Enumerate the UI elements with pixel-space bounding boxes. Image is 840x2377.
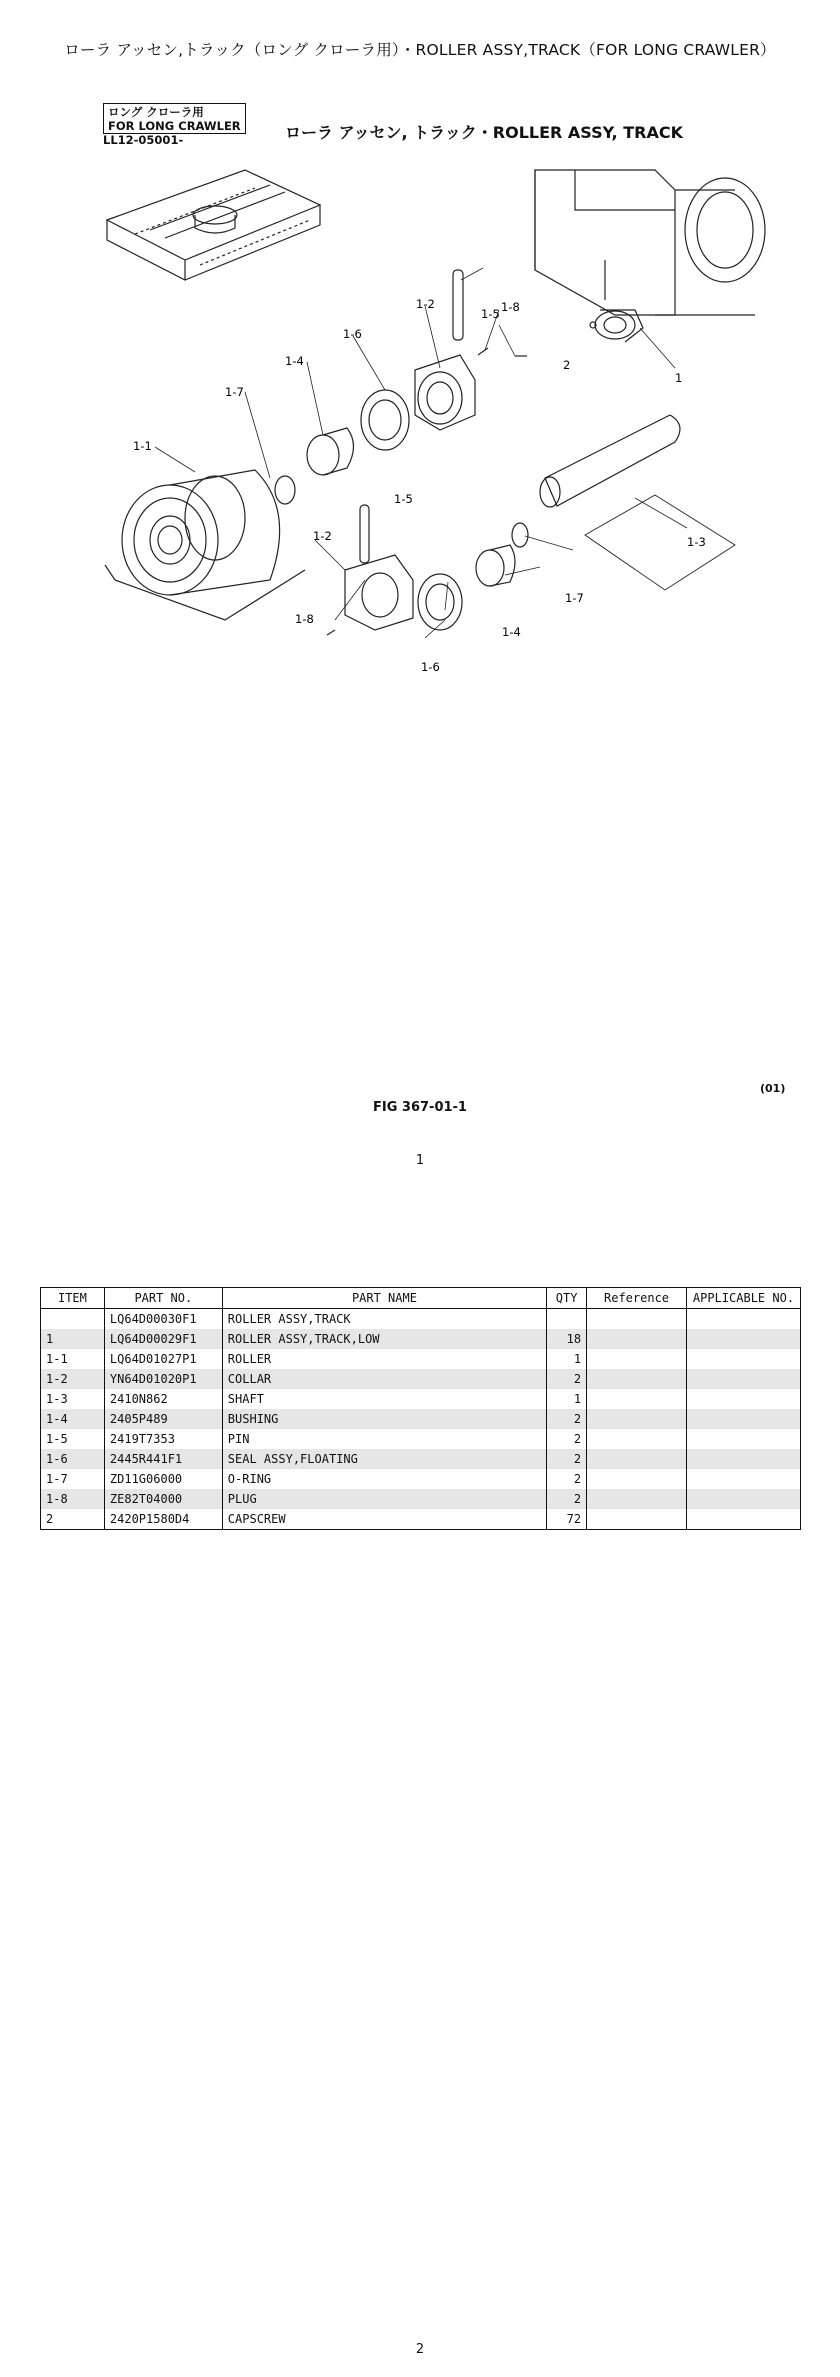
part-name-cell: CAPSCREW [222,1509,546,1530]
reference-cell [587,1389,687,1409]
part-name-cell: ROLLER ASSY,TRACK,LOW [222,1329,546,1349]
tag-line-english: FOR LONG CRAWLER [108,119,241,133]
column-header-part-name: PART NAME [222,1288,546,1309]
applicable-no-cell [686,1509,800,1530]
bushing-illustration [307,428,354,475]
qty-cell: 2 [547,1489,587,1509]
callout-label: 1-7 [565,591,584,605]
applicable-no-cell [686,1389,800,1409]
part-name-cell: ROLLER ASSY,TRACK [222,1309,546,1330]
table-row [41,1509,801,1530]
item-cell: 1-6 [41,1449,105,1469]
table-row [41,1469,801,1489]
qty-cell: 1 [547,1349,587,1369]
part-name-cell: PIN [222,1429,546,1449]
table-row [41,1489,801,1509]
qty-cell: 2 [547,1449,587,1469]
qty-cell: 2 [547,1469,587,1489]
applicable-no-cell [686,1309,800,1330]
applicable-no-cell [686,1449,800,1469]
qty-cell: 1 [547,1389,587,1409]
callout-label: 1-5 [481,307,500,321]
applicable-no-cell [686,1349,800,1369]
reference-cell [587,1429,687,1449]
parts-list-table [40,1287,801,1530]
item-cell: 1-5 [41,1429,105,1449]
table-row [41,1449,801,1469]
reference-cell [587,1489,687,1509]
reference-cell [587,1329,687,1349]
table-header-row [41,1288,801,1309]
part-no-cell: YN64D01020P1 [104,1369,222,1389]
callout-label: 1-6 [421,660,440,674]
column-header-part-no: PART NO. [104,1288,222,1309]
reference-cell [587,1309,687,1330]
table-row [41,1309,801,1330]
reference-cell [587,1469,687,1489]
o-ring-illustration-lower [512,523,528,547]
pin-illustration [453,270,463,340]
floating-seal-illustration-lower [418,574,462,630]
qty-cell: 2 [547,1409,587,1429]
revision-mark: (01) [760,1082,786,1095]
item-cell: 1-2 [41,1369,105,1389]
part-no-cell: 2410N862 [104,1389,222,1409]
column-header-qty: QTY [547,1288,587,1309]
floating-seal-illustration [361,390,409,450]
part-name-cell: SHAFT [222,1389,546,1409]
part-name-cell: BUSHING [222,1409,546,1429]
callout-label: 1-8 [501,300,520,314]
part-no-cell: 2419T7353 [104,1429,222,1449]
callout-label: 1 [675,371,683,385]
part-no-cell: ZE82T04000 [104,1489,222,1509]
part-name-cell: COLLAR [222,1369,546,1389]
part-no-cell: 2445R441F1 [104,1449,222,1469]
qty-cell: 2 [547,1369,587,1389]
part-no-cell: LQ64D01027P1 [104,1349,222,1369]
part-no-cell: ZD11G06000 [104,1469,222,1489]
page-title: ローラ アッセン,トラック（ロング クローラ用）・ROLLER ASSY,TRACK（FOR LONG CRAWLER） [64,41,776,59]
table-row [41,1389,801,1409]
item-cell [41,1309,105,1330]
part-name-cell: PLUG [222,1489,546,1509]
qty-cell: 72 [547,1509,587,1530]
column-header-reference: Reference [587,1288,687,1309]
callout-label: 1-8 [295,612,314,626]
tag-line-japanese: ロング クローラ用 [108,105,204,119]
crawler-frame-illustration [107,170,320,280]
part-name-cell: O-RING [222,1469,546,1489]
callout-label: 1-2 [313,529,332,543]
callout-label: 2 [563,358,571,372]
exploded-view-diagram [95,150,775,690]
reference-cell [587,1409,687,1429]
callout-label: 1-6 [343,327,362,341]
column-header-applicable-no: APPLICABLE NO. [686,1288,800,1309]
pin-illustration-lower [360,505,369,563]
shaft-illustration [540,415,735,590]
callout-label: 1-7 [225,385,244,399]
applicable-no-cell [686,1369,800,1389]
applicability-tag [103,103,246,134]
collar-illustration [415,355,475,430]
table-row [41,1329,801,1349]
item-cell: 1-7 [41,1469,105,1489]
part-no-cell: LQ64D00029F1 [104,1329,222,1349]
plug-illustration [478,348,488,355]
callout-label: 1-4 [502,625,521,639]
applicable-no-cell [686,1489,800,1509]
item-cell: 1-1 [41,1349,105,1369]
figure-number: FIG 367-01-1 [373,1100,467,1115]
part-no-cell: 2420P1580D4 [104,1509,222,1530]
part-name-cell: ROLLER [222,1349,546,1369]
callout-label: 1-4 [285,354,304,368]
item-cell: 1-3 [41,1389,105,1409]
o-ring-illustration [275,476,295,504]
reference-cell [587,1349,687,1369]
table-row [41,1369,801,1389]
part-name-cell: SEAL ASSY,FLOATING [222,1449,546,1469]
serial-range: LL12-05001- [103,133,184,147]
bushing-illustration-lower [476,550,504,586]
callout-label: 1-5 [394,492,413,506]
page-number: 2 [415,2342,425,2357]
item-cell: 2 [41,1509,105,1530]
item-cell: 1 [41,1329,105,1349]
applicable-no-cell [686,1329,800,1349]
applicable-no-cell [686,1409,800,1429]
column-header-item: ITEM [41,1288,105,1309]
table-row [41,1349,801,1369]
part-no-cell: 2405P489 [104,1409,222,1429]
table-row [41,1429,801,1449]
reference-cell [587,1369,687,1389]
item-cell: 1-8 [41,1489,105,1509]
reference-cell [587,1449,687,1469]
part-no-cell: LQ64D00030F1 [104,1309,222,1330]
callout-label: 1-2 [416,297,435,311]
qty-cell: 18 [547,1329,587,1349]
qty-cell: 2 [547,1429,587,1449]
qty-cell [547,1309,587,1330]
item-cell: 1-4 [41,1409,105,1429]
plug-illustration-lower [327,630,335,635]
applicable-no-cell [686,1469,800,1489]
figure-title: ローラ アッセン, トラック・ROLLER ASSY, TRACK [285,123,683,142]
table-row [41,1409,801,1429]
sheet-number: 1 [415,1153,425,1168]
reference-cell [587,1509,687,1530]
applicable-no-cell [686,1429,800,1449]
callout-label: 1-3 [687,535,706,549]
callout-label: 1-1 [133,439,152,453]
